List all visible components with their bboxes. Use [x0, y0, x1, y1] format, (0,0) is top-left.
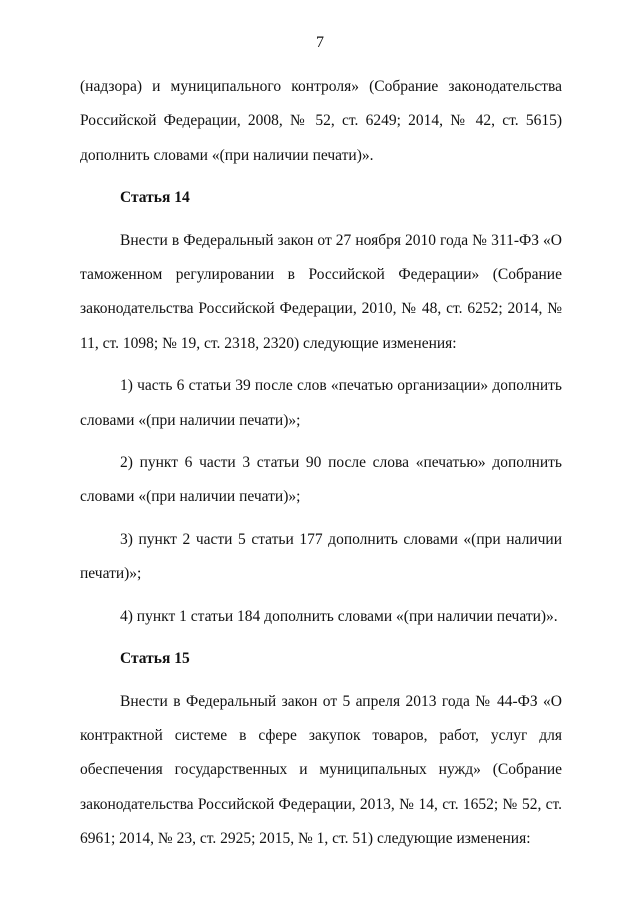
page-number: 7: [316, 34, 324, 51]
article-15-intro: Внести в Федеральный закон от 5 апреля 2013 года № 44-ФЗ «О контрактной системе в сфере закупок товаров, работ, услуг для обеспечения государственных и муниципальных нужд» (Собрание законодательства Российской Федерации, 2013, № 14, ст. 1652; № 52, ст. 6961; 2014, № 23, ст. 2925; 2015, № 1, ст. 51) следующие изменения:: [80, 692, 562, 848]
article-14-item-4: 4) пункт 1 статьи 184 дополнить словами «(при наличии печати)».: [120, 607, 558, 625]
article-14-heading: Статья 14: [120, 189, 190, 207]
paragraph-continuation: (надзора) и муниципального контроля» (Собрание законодательства Российской Федерации, 2008, № 52, ст. 6249; 2014, № 42, ст. 5615) дополнить словами «(при наличии печати)».: [80, 78, 562, 164]
article-14-intro: Внести в Федеральный закон от 27 ноября 2010 года № 311-ФЗ «О таможенном регулировании в Российской Федерации» (Собрание законодательства Российской Федерации, 2010, № 48, ст. 6252; 2014, № 11, ст. 1098; № 19, ст. 2318, 2320) следующие изменения:: [80, 231, 562, 352]
document-body: [80, 70, 562, 857]
article-14-item-3: 3) пункт 2 части 5 статьи 177 дополнить словами «(при наличии печати)»;: [80, 530, 562, 583]
article-15-heading: Статья 15: [120, 650, 190, 668]
article-14-item-2: 2) пункт 6 части 3 статьи 90 после слова «печатью» дополнить словами «(при наличии печати)»;: [80, 454, 562, 506]
article-14-item-1: 1) часть 6 статьи 39 после слов «печатью организации» дополнить словами «(при наличии печати)»;: [80, 377, 562, 429]
